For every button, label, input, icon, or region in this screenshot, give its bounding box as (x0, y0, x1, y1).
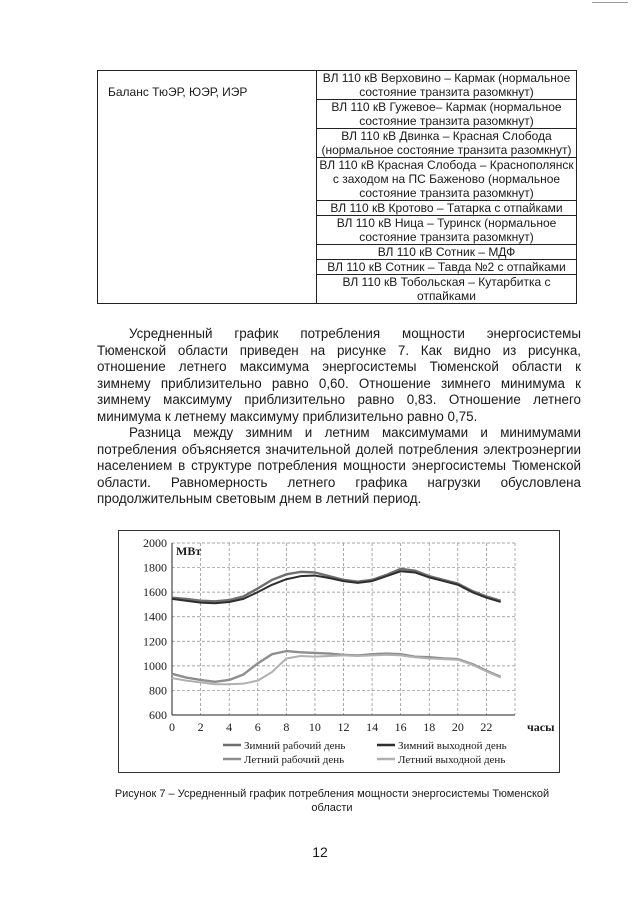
table-row: ВЛ 110 кВ Ница – Туринск (нормальное состояние транзита разомкнут) (317, 216, 577, 245)
x-tick-label: 4 (226, 720, 233, 734)
table-left-cell: Баланс ТюЭР, ЮЭР, ИЭР (98, 71, 317, 304)
table-row: ВЛ 110 кВ Двинка – Красная Слобода (нормальное состояние транзита разомкнут) (317, 129, 577, 158)
table-row: ВЛ 110 кВ Верховино – Кармак (нормальное состояние транзита разомкнут) (317, 71, 577, 100)
y-tick-label: 600 (149, 708, 167, 722)
transit-table (97, 70, 577, 304)
x-tick-label: 14 (366, 720, 379, 734)
paragraph-consumption-ratios: Усредненный график потребления мощности энергосистемы Тюменской области приведен на рисунке 7. Как видно из рисунка, отношение летнего максимума энергосистемы Тюменской области к зимнему приблизительно равно 0,60. Отношение зимнего минимума к зимнему максимуму приблизительно равно 0,83. Отношение летнего минимума к летнему максимуму приблизительно равно 0,75. (97, 326, 581, 424)
corner-line (592, 2, 628, 3)
x-tick-label: 20 (451, 720, 464, 734)
x-tick-label: 22 (480, 720, 493, 734)
x-tick-label: 10 (308, 720, 321, 734)
table-row: ВЛ 110 кВ Гужевое– Кармак (нормальное состояние транзита разомкнут) (317, 100, 577, 129)
x-tick-label: 12 (337, 720, 350, 734)
y-tick-label: 1200 (143, 634, 167, 649)
table-row: ВЛ 110 кВ Сотник – Тавда №2 с отпайками (317, 260, 577, 275)
load-chart (118, 530, 560, 773)
legend-entry: Зимний выходной день (398, 740, 507, 752)
y-tick-label: 1000 (143, 658, 167, 673)
legend-entry: Зимний рабочий день (244, 740, 346, 752)
series-line (172, 571, 501, 603)
table-row: ВЛ 110 кВ Кротово – Татарка с отпайками (317, 201, 577, 216)
y-tick-label: 800 (149, 683, 167, 698)
y-tick-label: 1600 (143, 585, 167, 600)
table-row: ВЛ 110 кВ Сотник – МДФ (317, 245, 577, 260)
y-tick-label: 2000 (143, 536, 167, 550)
y-tick-label: 1400 (143, 609, 167, 624)
load-chart-svg (119, 531, 559, 772)
table-row: ВЛ 110 кВ Красная Слобода – Краснополянск с заходом на ПС Баженово (нормальное состояние транзита разомкнут) (317, 158, 577, 201)
x-tick-label: 8 (283, 720, 290, 734)
legend-entry: Летний выходной день (398, 754, 506, 766)
x-tick-label: 6 (254, 720, 261, 734)
x-tick-label: 18 (423, 720, 436, 734)
y-axis-label: МВт (176, 544, 202, 558)
figure-caption: Рисунок 7 – Усредненный график потребления мощности энергосистемы Тюменской области (114, 788, 550, 814)
page-number: 12 (312, 844, 328, 860)
x-tick-label: 16 (394, 720, 407, 734)
x-tick-label: 0 (169, 720, 175, 734)
x-tick-label: 2 (197, 720, 204, 734)
y-tick-label: 1800 (143, 560, 167, 575)
legend-entry: Летний рабочий день (244, 754, 345, 766)
x-axis-label: часы (527, 720, 555, 734)
paragraph-seasonal-difference: Разница между зимним и летним максимумами и минимумами потребления объясняется значительной долей потребления электроэнергии населением в структуре потребления мощности энергосистемы Тюменской области. Равномерность летнего графика нагрузки обусловлена продолжительным световым днем в летний период. (97, 425, 581, 506)
table-row: ВЛ 110 кВ Тобольская – Кутарбитка с отпайками (317, 275, 577, 304)
series-line (172, 569, 501, 602)
